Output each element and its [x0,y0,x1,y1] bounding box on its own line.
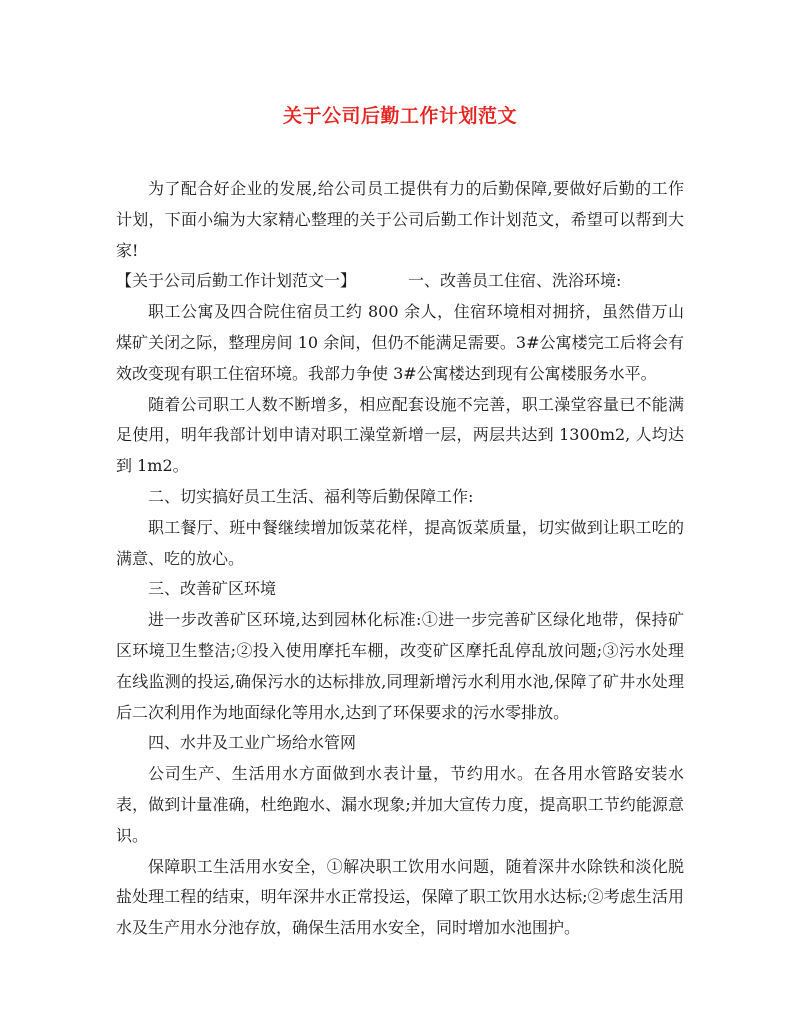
section-heading-3: 三、改善矿区环境 [148,579,277,599]
housing-paragraph: 职工公寓及四合院住宿员工约 800 余人，住宿环境相对拥挤，虽然借万山煤矿关闭之际，整理房间 10 余间，但仍不能满足需要。3#公寓楼完工后将会有效改变现有职工住宿环境。我部力争使 3#公寓楼达到现有公寓楼服务水平。 [116,302,684,383]
bathhouse-paragraph: 随着公司职工人数不断增多，相应配套设施不完善，职工澡堂容量已不能满足使用，明年我部计划申请对职工澡堂新增一层，两层共达到 1300m2, 人均达到 1m2。 [116,394,684,476]
document-body [116,174,684,944]
section-heading-2: 二、切实搞好员工生活、福利等后勤保障工作: [148,486,474,506]
canteen-paragraph: 职工餐厅、班中餐继续增加饭菜花样，提高饭菜质量，切实做到让职工吃的满意、吃的放心。 [116,517,684,568]
intro-paragraph: 为了配合好企业的发展,给公司员工提供有力的后勤保障,要做好后勤的工作计划，下面小编为大家精心整理的关于公司后勤工作计划范文，希望可以帮到大家! [116,179,684,260]
article-heading-line [116,266,684,297]
water-meter-paragraph: 公司生产、生活用水方面做到水表计量，节约用水。在各用水管路安装水表，做到计量准确，杜绝跑水、漏水现象;并加大宣传力度，提高职工节约能源意识。 [116,764,684,845]
document-title: 关于公司后勤工作计划范文 [282,105,517,127]
environment-paragraph: 进一步改善矿区环境,达到园林化标准:①进一步完善矿区绿化地带，保持矿区环境卫生整洁;②投入使用摩托车棚，改变矿区摩托乱停乱放问题;③污水处理在线监测的投运,确保污水的达标排放,同理新增污水利用水池,保障了矿井水处理后二次利用作为地面绿化等用水,达到了环保要求的污水零排放。 [116,610,684,722]
section-heading-4: 四、水井及工业广场给水管网 [148,733,357,753]
section-heading-1: 一、改善员工住宿、洗浴环境: [408,271,622,291]
water-safety-paragraph: 保障职工生活用水安全，①解决职工饮用水问题，随着深井水除铁和淡化脱盐处理工程的结束，明年深井水正常投运，保障了职工饮用水达标;②考虑生活用水及生产用水分池存放，确保生活用水安全，同时增加水池围护。 [116,856,684,938]
article-label: 【关于公司后勤工作计划范文一】 [116,271,357,291]
